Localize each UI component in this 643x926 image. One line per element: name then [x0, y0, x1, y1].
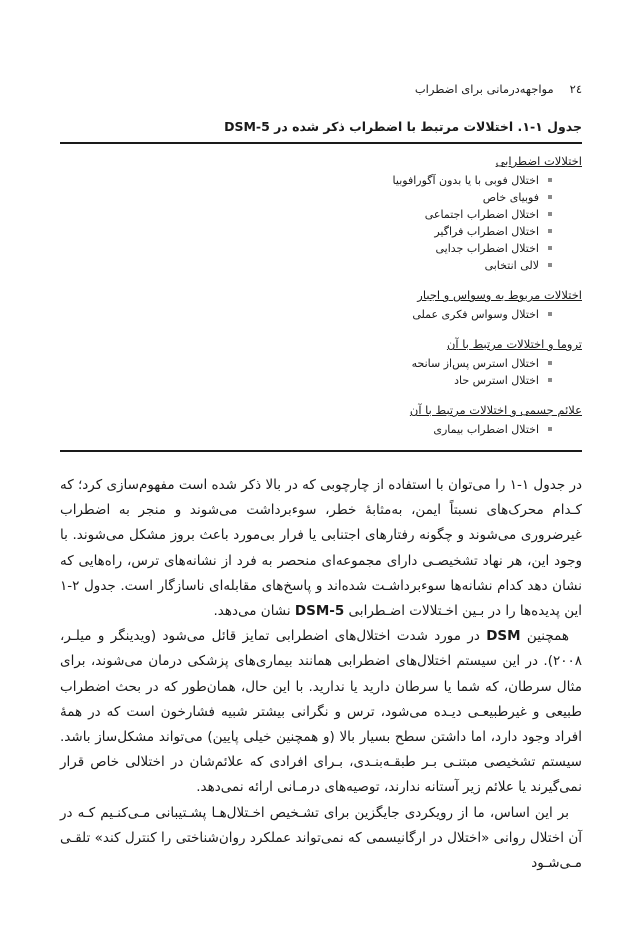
text-run: بر این اساس، ما از رویکردی جایگزین برای تشـخیص اخـتلال‌هـا پشـتیبانی مـی‌کنـیم کـه در آن اختلال روانی «اختلال در ارگانیسمی که نمی‌تواند عملکرد روان‌شناختی را کنترل کند» تلقـی مـی‌شـود — [60, 804, 582, 872]
list-item-label: اختلال استرس حاد — [454, 374, 539, 387]
list-item — [60, 206, 552, 223]
list-item — [60, 306, 552, 323]
section-heading: اختلالات مربوط به وسواس و اجبار — [417, 288, 582, 302]
list-item-label: اختلال فوبی با یا بدون آگورافوبیا — [392, 174, 539, 187]
list-item-label: اختلال اضطراب بیماری — [433, 423, 539, 436]
table-section-trauma-related — [60, 337, 582, 389]
running-header — [60, 82, 582, 97]
list-item-label: اختلال وسواس فکری عملی — [412, 308, 539, 321]
list-item — [60, 421, 552, 438]
list-item — [60, 257, 552, 274]
list-item — [60, 223, 552, 240]
square-bullet-icon — [548, 263, 552, 267]
list-item-label: اختلال استرس پس‌از سانحه — [411, 357, 539, 370]
square-bullet-icon — [548, 246, 552, 250]
table-caption: جدول ۱-۱. اختلالات مرتبط با اضطراب ذکر شده در DSM-5 — [224, 119, 582, 134]
square-bullet-icon — [548, 361, 552, 365]
section-heading: اختلالات اضطرابی — [495, 154, 582, 168]
list-item-label: فوبیای خاص — [482, 191, 539, 204]
list-item — [60, 172, 552, 189]
square-bullet-icon — [548, 378, 552, 382]
square-bullet-icon — [548, 229, 552, 233]
paragraph — [60, 624, 582, 800]
text-run: در جدول ۱-۱ را می‌توان با استفاده از چارچوبی که در بالا ذکر شده است مفهوم‌سازی کرد؛ که کـدام محرک‌های نسبتاً ایمن، به‌مثابهٔ خطر، سوءبرداشت می‌شوند و منجر به اضطراب غیرضروری می‌شوند و چگونه رفتارهای اجتنابی یا فرار بی‌مورد باعث بروز مشکل می‌شوند. با وجود این، هر نهاد تشخیصـی دارای مجموعه‌ای منحصر به فرد از نشانه‌های ترس، راه‌هایی که نشان دهد کدام نشانه‌ها سوءبرداشـت شده‌اند و پاسخ‌های مقابله‌ای ناسازگار است. جدول ۲-۱ این پدیده‌ها را در بـین اخـتلالات اضـطرابی — [60, 477, 583, 620]
list-item-label: اختلال اضطراب جدایی — [435, 242, 539, 255]
section-items — [60, 172, 582, 274]
page-number: ۲٤ — [569, 82, 582, 96]
square-bullet-icon — [548, 312, 552, 316]
dsm-term: DSM — [486, 628, 521, 645]
list-item-label: اختلال اضطراب فراگیر — [434, 225, 539, 238]
table-section-somatic-symptoms — [60, 403, 582, 438]
paragraph — [60, 473, 582, 624]
section-heading: علائم جسمی و اختلالات مرتبط با آن — [409, 403, 582, 417]
square-bullet-icon — [548, 178, 552, 182]
section-heading: تروما و اختلالات مرتبط با آن — [446, 337, 582, 351]
dsm5-term: DSM-5 — [294, 603, 345, 620]
list-item — [60, 355, 552, 372]
square-bullet-icon — [548, 427, 552, 431]
text-run: نشان می‌دهد. — [213, 603, 295, 620]
running-head-title: مواجهه‌درمانی برای اضطراب — [414, 82, 554, 96]
paragraph — [60, 801, 582, 877]
section-items — [60, 355, 582, 389]
list-item-label: لالی انتخابی — [484, 259, 539, 272]
section-items — [60, 306, 582, 323]
disorders-table — [60, 142, 582, 452]
list-item — [60, 189, 552, 206]
text-run: در مورد شدت اختلال‌های اضطرابی تمایز قائل می‌شود (ویدینگر و میلـر، ۲۰۰۸). در این سیستم اختلال‌های اضطرابی همانند بیماری‌های پزشکی درمان می‌شوند، برای مثال سرطان، که شما یا سرطان دارید یا ندارید. با این حال، همان‌طور که در بحث اضطراب طبیعی و غیرطبیعـی دیـده می‌شود، ترس و نگرانی بیشتر شبیه فشارخون است که در همهٔ افراد وجود دارد، اما داشتن سطح بسیار بالا (و همچنین خیلی پایین) می‌تواند مشکل‌ساز باشد. سیستم تشخیصی مبتنـی بـر طبقـه‌بنـدی، بـرای افرادی که علائم‌شان در اختلالی خاص قرار نمی‌گیرند یا علائم زیر آستانه ندارند، توصیه‌های درمـانی ارائه نمی‌دهد. — [60, 628, 582, 796]
square-bullet-icon — [548, 195, 552, 199]
list-item — [60, 372, 552, 389]
list-item — [60, 240, 552, 257]
section-items — [60, 421, 582, 438]
square-bullet-icon — [548, 212, 552, 216]
text-run: همچنین — [520, 628, 569, 645]
body-text — [60, 473, 582, 876]
table-section-anxiety-disorders — [60, 154, 582, 274]
table-section-obsessive-compulsive — [60, 288, 582, 323]
list-item-label: اختلال اضطراب اجتماعی — [424, 208, 539, 221]
